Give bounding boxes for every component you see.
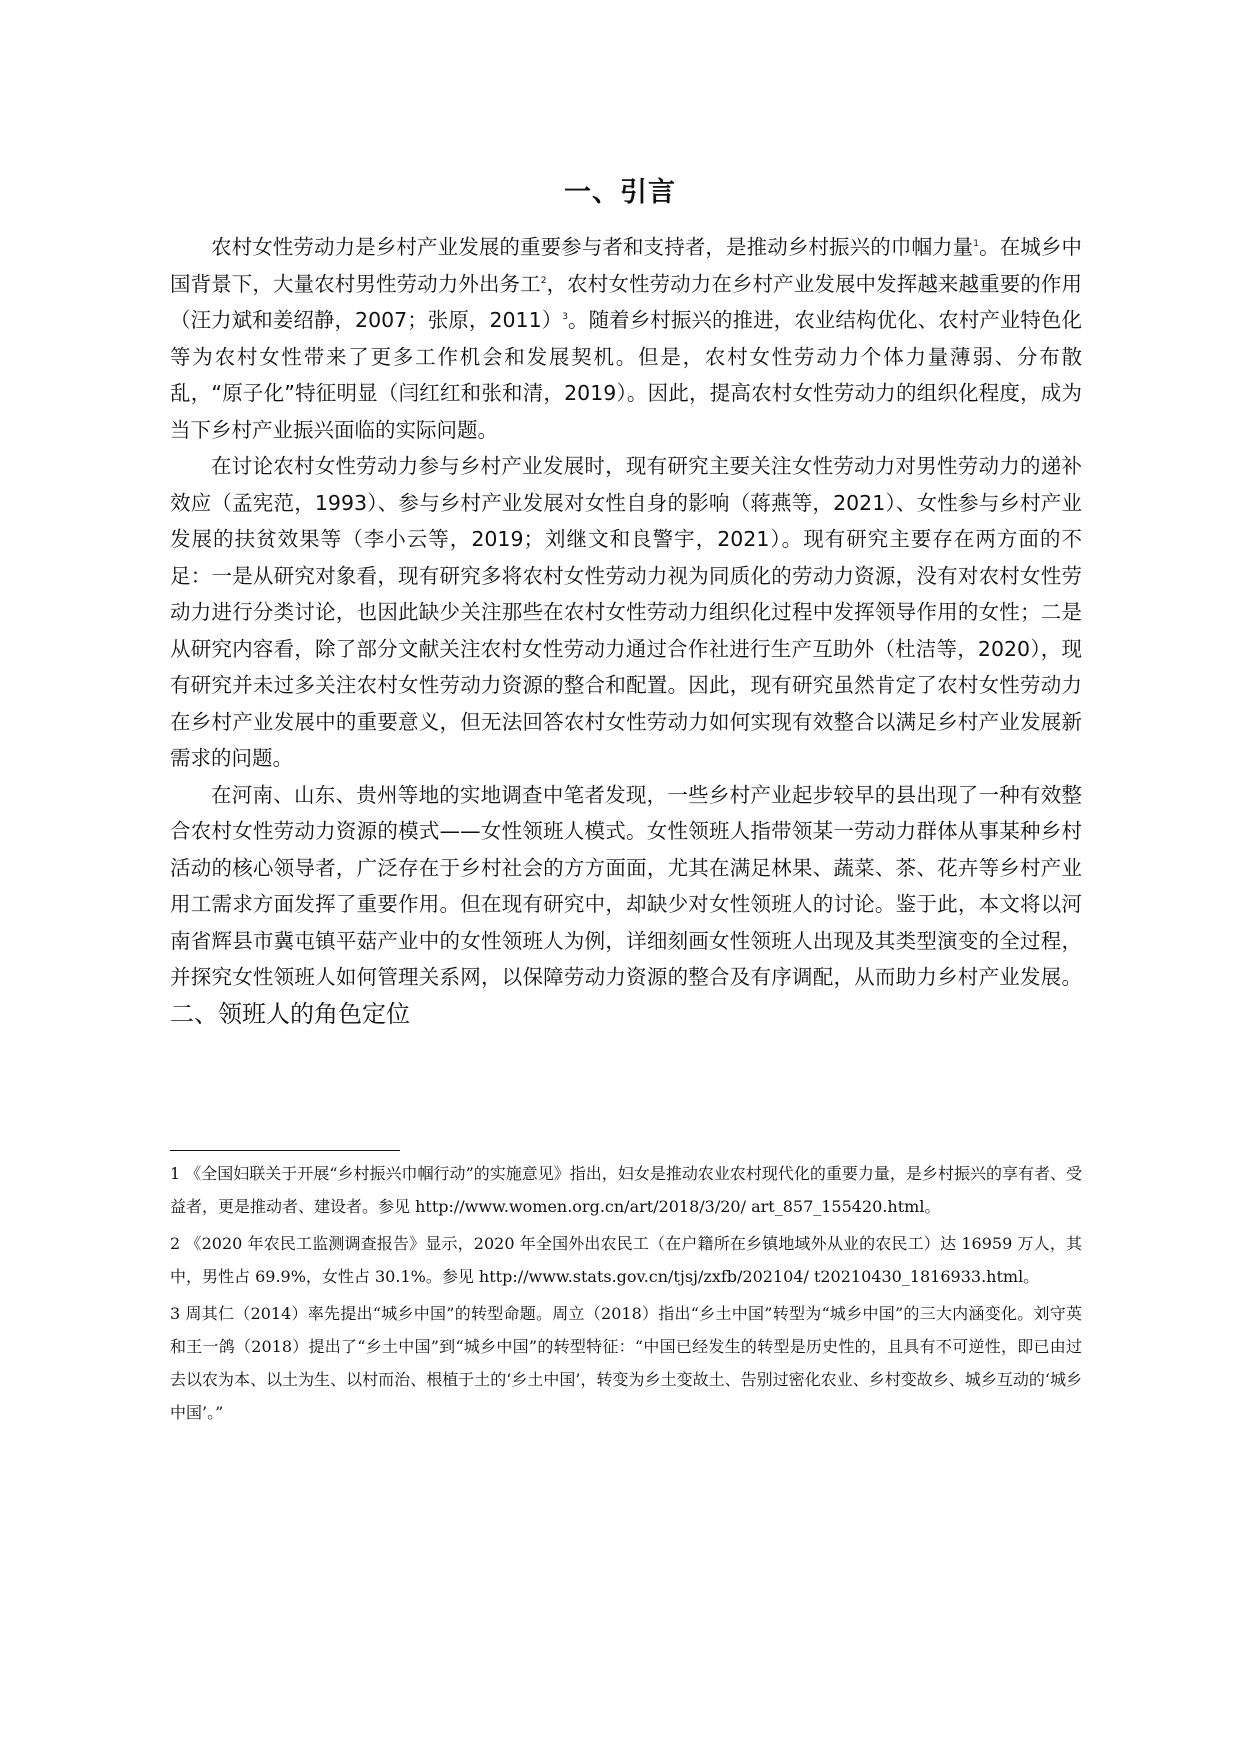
footnote-3: 3 周其仁（2014）率先提出“城乡中国”的转型命题。周立（2018）指出“乡土中国”转型为“城乡中国”的三大内涵变化。刘守英和王一鸽（2018）提出了“乡土中国”到“城乡中国”的转型特征：“中国已经发生的转型是历史性的，且具有不可逆性，即已由过去以农为本、以土为生、以村而治、根植于土的‘乡土中国’，转变为乡土变故土、告别过密化农业、乡村变故乡、城乡互动的‘城乡中国’。”	[170, 1304, 1082, 1422]
footnote-ref-2[interactable]: 2	[540, 275, 547, 286]
footnote-ref-3[interactable]: 3	[562, 312, 568, 323]
paragraph-1-part-c: ，农村女性劳动力在乡村产业发展中发挥越来越重要的作用（汪力斌和姜绍静，2007；张原，2011）	[170, 271, 1083, 332]
paragraph-2: 在讨论农村女性劳动力参与乡村产业发展时，现有研究主要关注女性劳动力对男性劳动力的递补效应（孟宪范，1993）、参与乡村产业发展对女性自身的影响（蒋燕等，2021）、女性参与乡村产业发展的扶贫效果等（李小云等，2019；刘继文和良警宇，2021）。现有研究主要存在两方面的不足：一是从研究对象看，现有研究多将农村女性劳动力视为同质化的劳动力资源，没有对农村女性劳动力进行分类讨论，也因此缺少关注那些在农村女性劳动力组织化过程中发挥领导作用的女性；二是从研究内容看，除了部分文献关注农村女性劳动力通过合作社进行生产互助外（杜洁等，2020），现有研究并未过多关注农村女性劳动力资源的整合和配置。因此，现有研究虽然肯定了农村女性劳动力在乡村产业发展中的重要意义，但无法回答农村女性劳动力如何实现有效整合以满足乡村产业发展新需求的问题。	[170, 454, 1082, 770]
footnote-2: 2 《2020 年农民工监测调查报告》显示，2020 年全国外出农民工（在户籍所在乡镇地域外从业的农民工）达 16959 万人，其中，男性占 69.9%，女性占 30.1%。参见 http://www.stats.gov.cn/tjsj/zxfb/202104/ t20210430_1816933.html。	[170, 1234, 1082, 1286]
paragraph-1	[170, 229, 1082, 448]
footnote-divider	[170, 1150, 400, 1151]
paragraph-1-part-b: 。在城乡中国背景下，大量农村男性劳动力外出务工	[170, 235, 1083, 296]
section-title: 一、引言	[564, 177, 676, 208]
inline-section-heading: 二、领班人的角色定位	[170, 999, 410, 1028]
footnote-ref-1[interactable]: 1	[973, 239, 979, 250]
paragraph-1-part-d: 。随着乡村振兴的推进，农业结构优化、农村产业特色化等为农村女性带来了更多工作机会和发展契机。但是，农村女性劳动力个体力量薄弱、分布散乱，“原子化”特征明显（闫红红和张和清，2019）。因此，提高农村女性劳动力的组织化程度，成为当下乡村产业振兴面临的实际问题。	[170, 308, 1082, 442]
footnote-1: 1 《全国妇联关于开展“乡村振兴巾帼行动”的实施意见》指出，妇女是推动农业农村现代化的重要力量，是乡村振兴的享有者、受益者，更是推动者、建设者。参见 http://www.women.org.cn/art/2018/3/20/ art_857_155420.html。	[170, 1164, 1082, 1216]
paragraph-3	[170, 777, 1082, 1034]
footnotes	[170, 1157, 1082, 1433]
paragraph-3-text: 在河南、山东、贵州等地的实地调查中笔者发现，一些乡村产业起步较早的县出现了一种有效整合农村女性劳动力资源的模式——女性领班人模式。女性领班人指带领某一劳动力群体从事某种乡村活动的核心领导者，广泛存在于乡村社会的方方面面，尤其在满足林果、蔬菜、茶、花卉等乡村产业用工需求方面发挥了重要作用。但在现有研究中，却缺少对女性领班人的讨论。鉴于此，本文将以河南省辉县市冀屯镇平菇产业中的女性领班人为例，详细刻画女性领班人出现及其类型演变的全过程，并探究女性领班人如何管理关系网，以保障劳动力资源的整合及有序调配，从而助力乡村产业发展。	[170, 782, 1082, 989]
paragraph-1-part-a: 农村女性劳动力是乡村产业发展的重要参与者和支持者，是推动乡村振兴的巾帼力量	[211, 235, 974, 259]
body-text	[170, 229, 1082, 1033]
